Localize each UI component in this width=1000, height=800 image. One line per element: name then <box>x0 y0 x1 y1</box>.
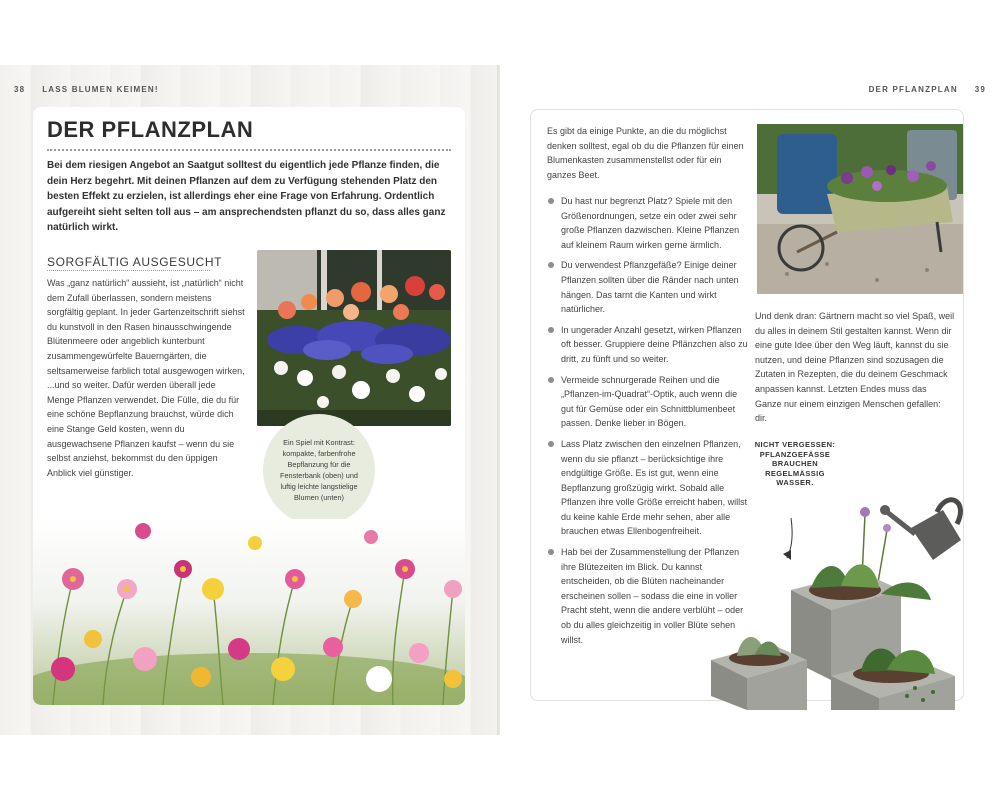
bullet-icon <box>548 327 554 333</box>
list-item <box>547 258 751 316</box>
title-divider <box>47 149 451 151</box>
planter-illustration <box>711 450 963 710</box>
bullet-icon <box>548 549 554 555</box>
bullet-icon <box>548 198 554 204</box>
bullet-icon <box>548 441 554 447</box>
subheading: SORGFÄLTIG AUSGESUCHT <box>47 255 223 269</box>
page-title: DER PFLANZPLAN <box>47 117 254 142</box>
note-line: PFLANZGEFÄSSE <box>759 449 831 459</box>
window-box-photo <box>257 250 451 426</box>
watering-can-icon <box>880 500 961 560</box>
list-item-text: Vermeide schnurgerade Reihen und die „Pflanzen-im-Quadrat“-Optik, auch wenn die gut für Gemüse oder ein Schnittblumenbeet passen. Denke lieber in Bögen. <box>561 374 738 429</box>
note-line: NICHT VERGESSEN: <box>754 440 836 449</box>
intro-paragraph: Bei dem riesigen Angebot an Saatgut solltest du eigentlich jede Pflanze finden, die dein Herz begehrt. Mit deinen Pflanzen auf dem zu Verfügung stehenden Platz den besten Effekt zu erzielen, ist allerdings eher eine Frage von Erfahrung. Ordentlich aufgereiht sieht selten toll aus – am ansprechendsten pflanzt du so, dass alles ganz natürlich wirkt. <box>47 160 446 233</box>
running-head-right: DER PFLANZPLAN <box>868 85 958 94</box>
left-folio <box>14 85 159 94</box>
right-folio <box>869 85 986 94</box>
bullet-icon <box>548 262 554 268</box>
list-item-text: Hab bei der Zusammenstellung der Pflanzen ihre Blütezeiten im Blick. Du kannst entscheiden, ob die Blüten nacheinander erscheinen sollen – sodass die eine in voller Pracht steht, wenn die andere verblüht – oder ob du alles gleichzeitig in voller Blüte sehen willst. <box>561 547 744 645</box>
left-page <box>0 65 500 735</box>
intro-paragraph-right: Es gibt da einige Punkte, an die du möglichst denken solltest, egal ob du die Pflanzen für einen Blumenkasten zusammenstellst oder für ein ganzes Beet. <box>547 126 744 180</box>
note-line: BRAUCHEN <box>771 459 819 468</box>
page-number-left: 38 <box>14 85 26 94</box>
book-spread <box>0 65 1000 735</box>
list-item-text: Lass Platz zwischen den einzelnen Pflanzen, wenn du sie pflanzt – berücksichtige ihre endgültige Größe. Es ist gut, wenn eine Bepflanzung großzügig wirkt. Sobald alle Pflanzen ihre volle Größe erreicht haben, willst du keine kahle Erde mehr sehen, aber alle brauchen etwas Ellenbogenfreiheit. <box>561 438 748 537</box>
subheading-divider <box>47 270 210 271</box>
caption-bubble <box>263 414 375 526</box>
wheelbarrow-planter-photo <box>757 124 963 294</box>
list-item <box>547 373 751 431</box>
side-paragraph: Und denk dran: Gärtnern macht so viel Spaß, weil du alles in deinem Stil gestalten kannst. Wenn dir eine gute Idee über den Weg läuft, kannst du sie nutzen, und deine Pflanzen sind sozusagen die Zutaten in Rezepten, die du deinem Geschmack anpassen kannst. Letzten Endes muss das Ganze nur einem einzigen Menschen gefallen: dir. <box>755 311 955 424</box>
list-item <box>547 194 751 252</box>
body-paragraph-left: Was „ganz natürlich“ aussieht, ist „natürlich“ nicht dem Zufall überlassen, sondern meistens sorgfältig geplant. In jeder Gartenzeitschrift siehst du kunstvoll in den Rasen hinausschwingende Blütenmeere oder angeblich kunterbunt zusammengewürfelte Bauerngärten, die seltsamerweise farblich total ausgewogen wirken, ...und so weiter. Dafür werden überall jede Menge Pflanzen verwendet. Die Fülle, die du für eine schöne Bepflanzung brauchst, würde dich eine Stange Geld kosten, wenn du ausgewachsene Pflanzen kaufst – wenn du sie selbst anziehst, bekommst du den üppigen Anblick viel günstiger. <box>47 278 245 478</box>
note-line: WASSER. <box>776 478 814 487</box>
running-head-left: LASS BLUMEN KEIMEN! <box>42 85 159 94</box>
left-content-card <box>33 107 465 705</box>
page-number-right: 39 <box>974 85 986 94</box>
right-content-card <box>530 109 964 701</box>
list-item-text: Du verwendest Pflanzgefäße? Einige deiner Pflanzen sollten über die Ränder nach unten hängen. Das tarnt die Kanten und wirkt natürlicher. <box>561 260 739 315</box>
cosmos-flowers-photo <box>33 519 465 705</box>
list-item <box>547 323 751 367</box>
list-item-text: In ungerader Anzahl gesetzt, wirken Pflanzen oft besser. Gruppiere deine Pflänzchen also zu dritt, zu fünft und so weiter. <box>561 324 748 364</box>
note-line: REGELMÄSSIG <box>765 468 825 478</box>
list-item-text: Du hast nur begrenzt Platz? Spiele mit den Größenordnungen, setze ein oder zwei sehr große Pflanzen dazwischen. Kleine Pflanzen auf kleinem Raum wirken gerne ärmlich. <box>561 196 740 250</box>
caption-text: Ein Spiel mit Kontrast: kompakte, farbenfrohe Bepflanzung für die Fensterbank (oben) und luftig leichte langstielige Blumen (unten) <box>280 438 358 502</box>
bullet-icon <box>548 377 554 383</box>
